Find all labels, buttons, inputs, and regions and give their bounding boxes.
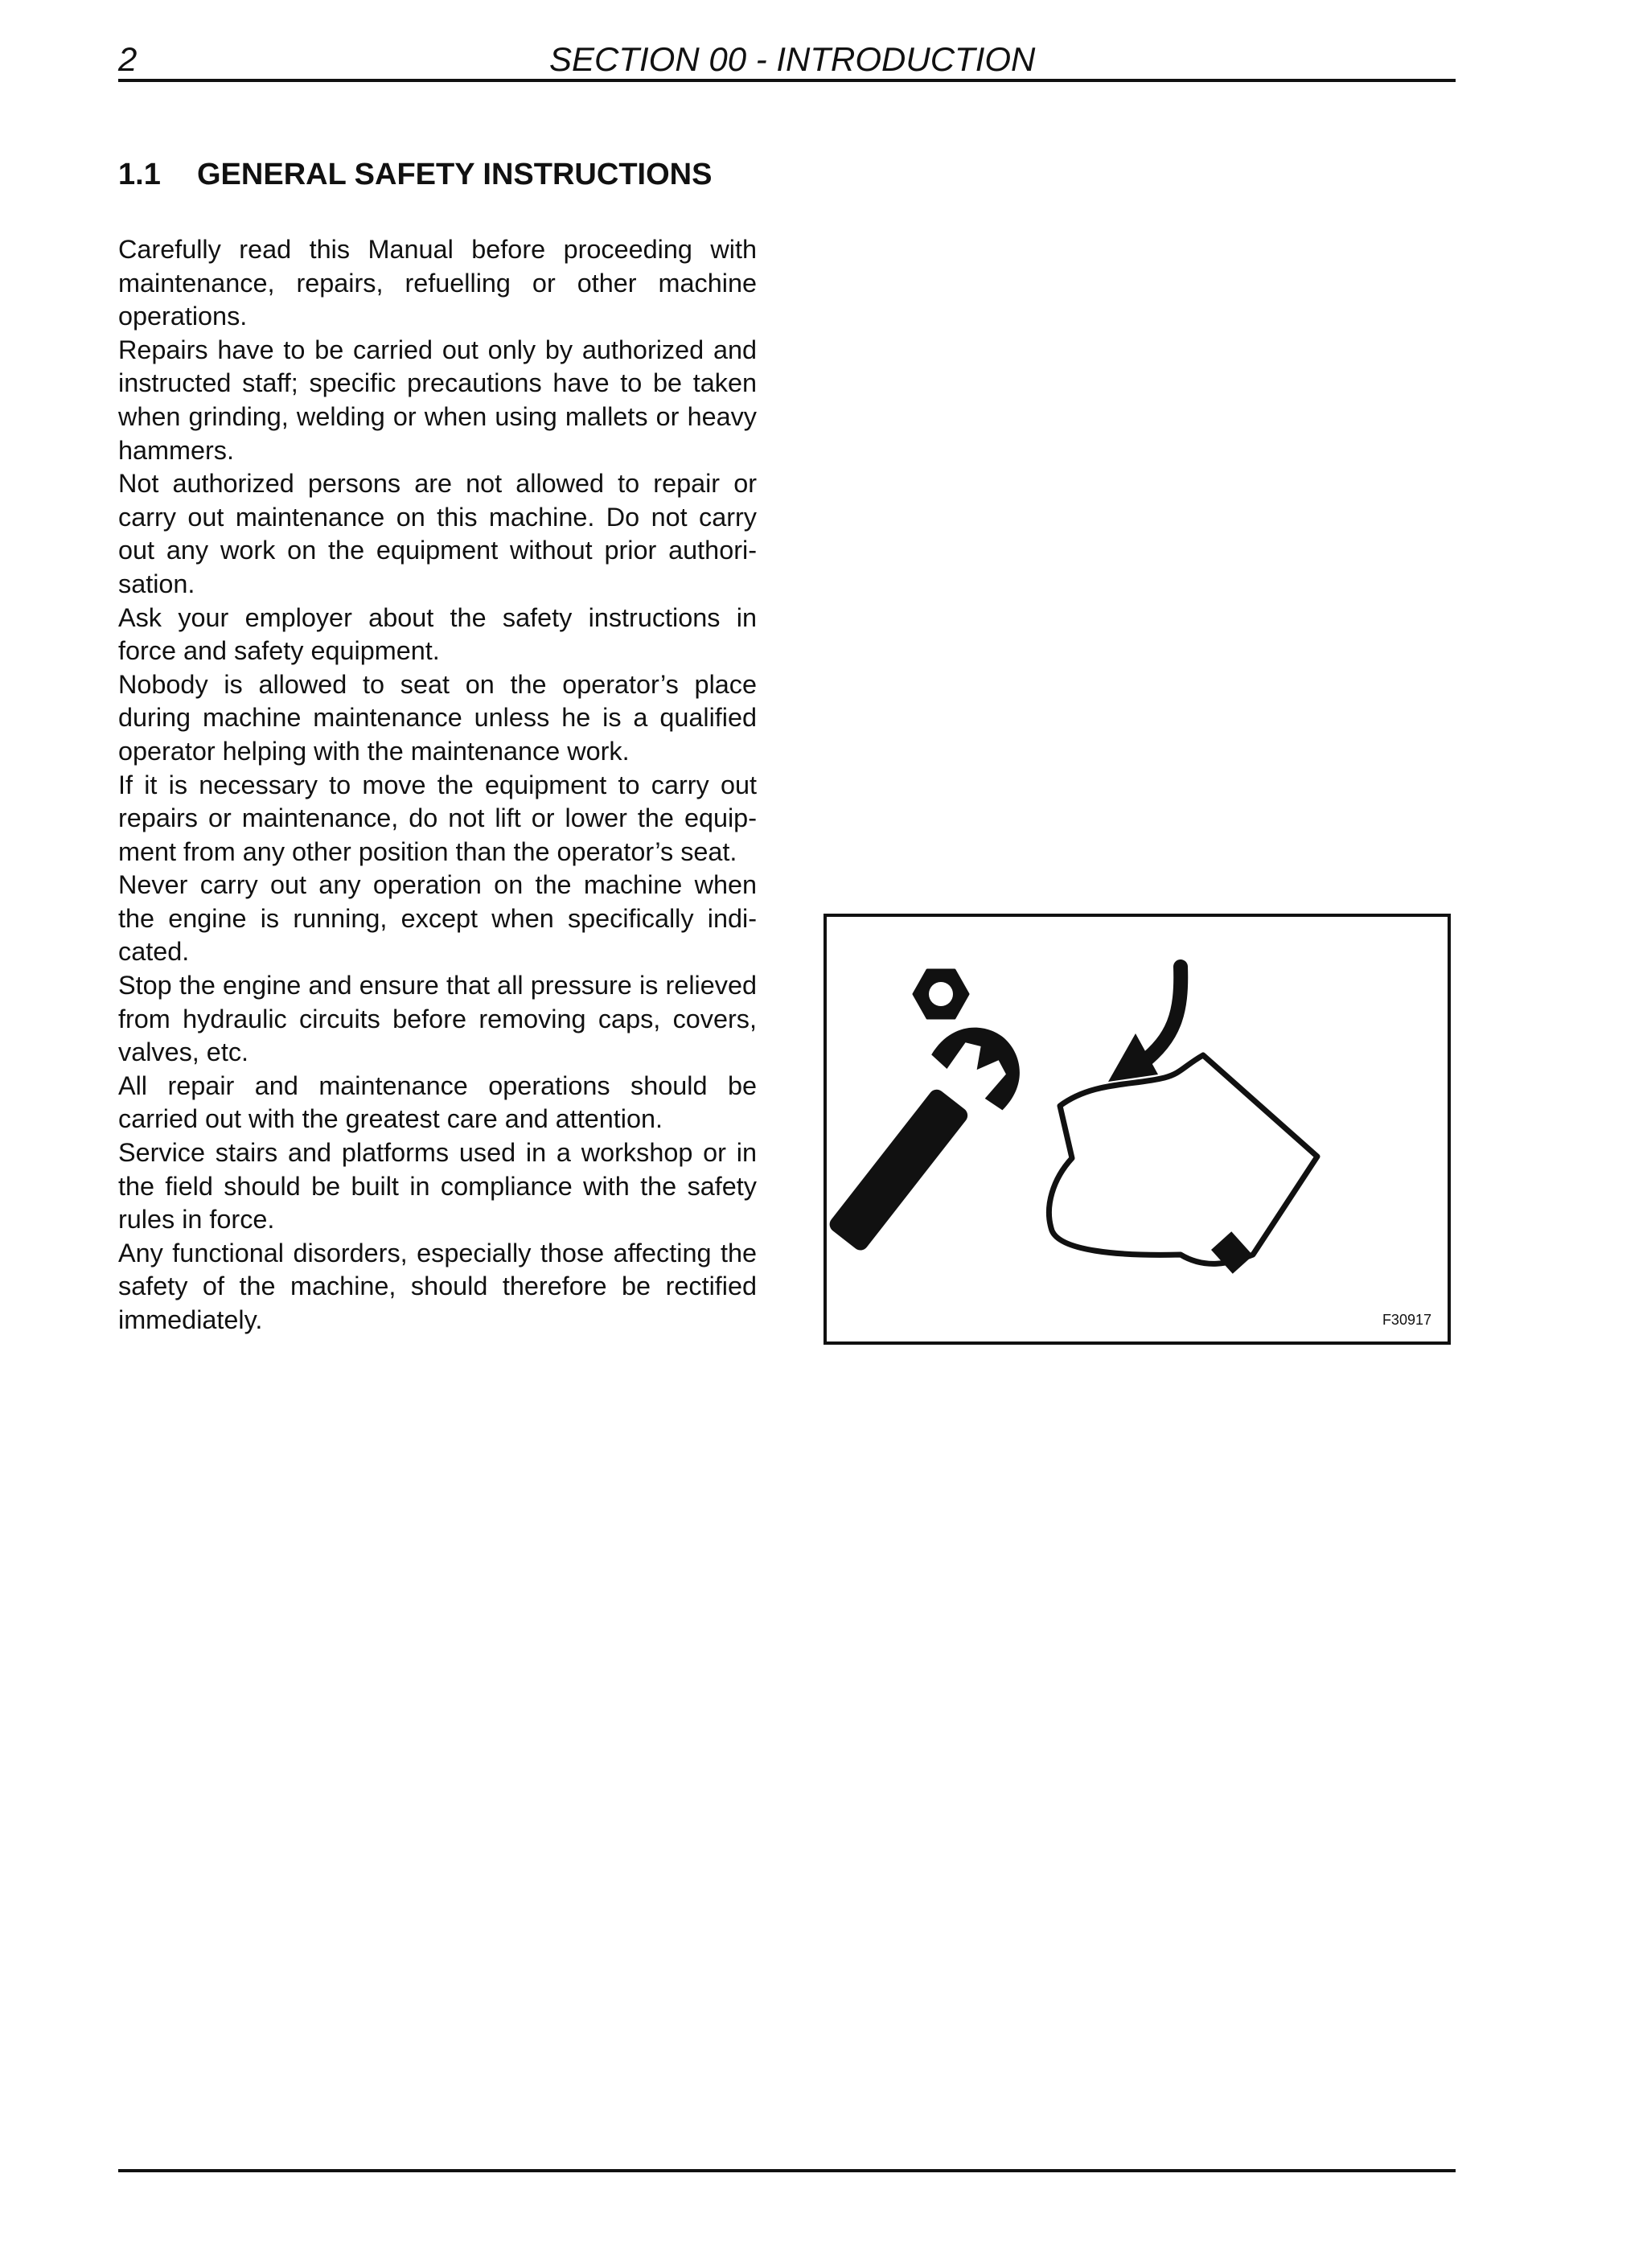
paragraph: Any functional disorders, especially those affecting the safety of the machine, should therefore be rectified immediately.	[118, 1238, 757, 1334]
paragraph: Stop the engine and ensure that all pressure is relieved from hydraulic circuits before removing caps, covers, valves, etc.	[118, 971, 757, 1067]
paragraph: Never carry out any operation on the machine when the engine is running, except when specifically indicated.	[118, 870, 757, 967]
footer-rule	[118, 2169, 1456, 2172]
paragraph: Ask your employer about the safety instructions in force and safety equipment.	[118, 602, 757, 666]
header-rule	[118, 79, 1456, 82]
curved-arrow-icon	[1108, 967, 1181, 1082]
section-heading	[118, 155, 712, 194]
wrench-icon	[827, 1009, 1038, 1268]
figure-code: F30917	[1382, 1312, 1431, 1328]
paragraph: Carefully read this Manual before proceeding with maintenance, repairs, refuelling or other machine operations.	[118, 235, 757, 331]
paragraph: Service stairs and platforms used in a workshop or in the field should be built in compliance with the safety rules in force.	[118, 1138, 757, 1235]
maintenance-illustration	[827, 917, 1448, 1341]
section-title: SECTION 00 - INTRODUCTION	[549, 40, 1036, 78]
hex-nut-icon	[914, 970, 968, 1018]
section-heading-title: GENERAL SAFETY INSTRUCTIONS	[197, 158, 713, 191]
hand-icon	[1049, 1055, 1317, 1263]
paragraph: Not authorized persons are not allowed to repair or carry out maintenance on this machine. Do not carry out any work on the equipment without prior authorisation.	[118, 469, 757, 598]
paragraph: Repairs have to be carried out only by authorized and instructed staff; specific precautions have to be taken when grinding, welding or when using mallets or heavy hammers.	[118, 335, 757, 465]
body-text	[118, 233, 757, 1337]
safety-figure	[824, 914, 1451, 1345]
page-number: 2	[118, 40, 138, 78]
paragraph: All repair and maintenance operations should be carried out with the greatest care and attention.	[118, 1070, 757, 1134]
paragraph: If it is necessary to move the equipment to carry out repairs or maintenance, do not lift or lower the equipment from any other position than the operator’s seat.	[118, 770, 757, 866]
section-number: 1.1	[118, 158, 161, 191]
paragraph: Nobody is allowed to seat on the operator’s place during machine maintenance unless he is a qualified operator helping with the maintenance work.	[118, 669, 757, 766]
